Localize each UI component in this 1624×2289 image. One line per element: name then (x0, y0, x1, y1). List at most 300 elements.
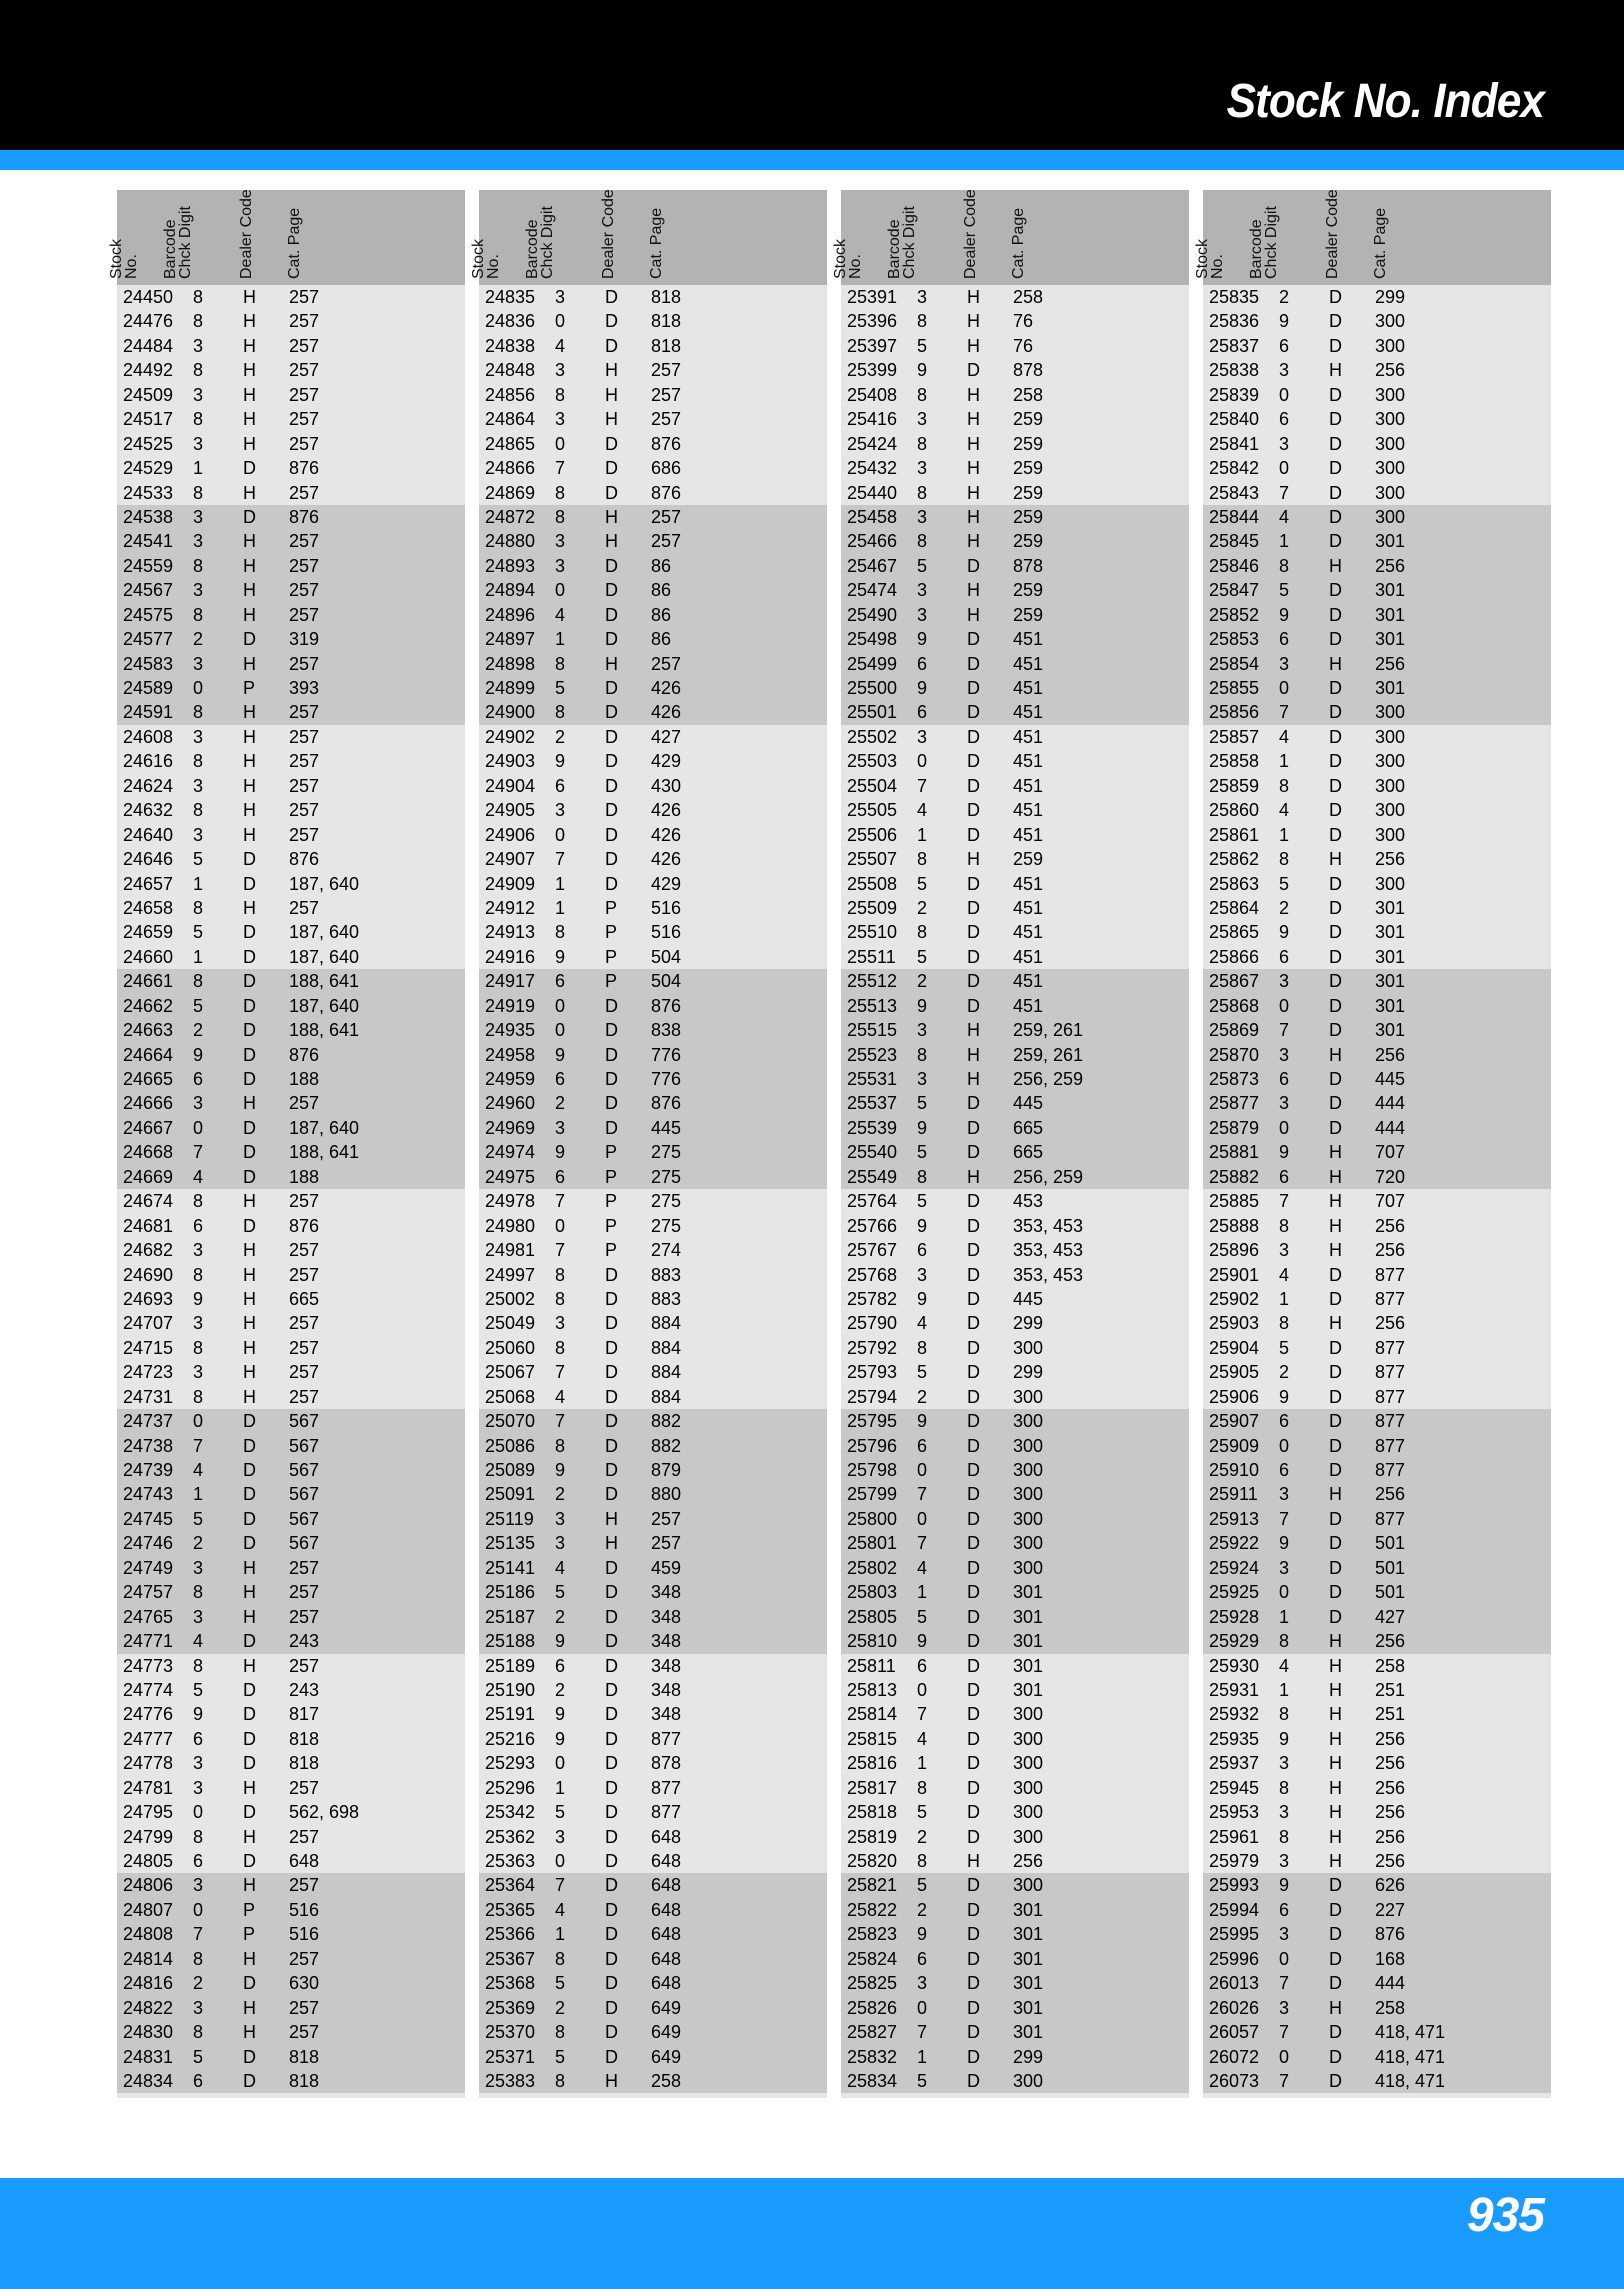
table-row (117, 1385, 465, 1409)
stock-no: 25396 (847, 311, 898, 332)
cat-page: 817 (289, 1704, 320, 1725)
dealer-code: D (1329, 922, 1342, 943)
cat-page: 567 (289, 1508, 320, 1529)
dealer-code: D (1329, 384, 1342, 405)
barcode-check-digit: 3 (555, 555, 566, 576)
dealer-code: D (605, 1337, 618, 1358)
cat-page: 348 (651, 1606, 682, 1627)
cat-page: 648 (289, 1851, 320, 1871)
barcode-check-digit: 1 (555, 897, 566, 918)
table-row (117, 1238, 465, 1262)
table-row (841, 285, 1189, 309)
stock-no: 25905 (1209, 1362, 1260, 1383)
dealer-code: D (243, 922, 256, 943)
dealer-code: D (967, 2070, 980, 2091)
table-row (117, 1605, 465, 1629)
table-row (1203, 1507, 1551, 1531)
barcode-check-digit: 9 (555, 1728, 566, 1749)
table-row (1203, 529, 1551, 553)
barcode-check-digit: 9 (193, 1704, 204, 1725)
table-row (479, 872, 827, 896)
stock-no: 25416 (847, 409, 898, 430)
stock-no: 25188 (485, 1631, 536, 1652)
header-dealer-code: Dealer Code (962, 189, 979, 279)
cat-page: 258 (651, 2070, 682, 2091)
table-row (841, 1360, 1189, 1384)
dealer-code: H (967, 1166, 980, 1187)
row-group (841, 285, 1189, 505)
barcode-check-digit: 6 (555, 775, 566, 796)
row-group (479, 505, 827, 725)
cat-page: 878 (1013, 555, 1044, 576)
dealer-code: D (1329, 1435, 1342, 1456)
barcode-check-digit: 3 (1279, 1044, 1290, 1065)
stock-no: 24869 (485, 482, 536, 503)
dealer-code: H (243, 335, 256, 356)
dealer-code: H (967, 287, 980, 307)
barcode-check-digit: 3 (193, 653, 204, 674)
table-row (1203, 627, 1551, 651)
stock-no: 25819 (847, 1826, 898, 1847)
table-row (479, 725, 827, 749)
stock-no: 24935 (485, 1020, 536, 1041)
cat-page: 275 (651, 1142, 682, 1163)
barcode-check-digit: 6 (193, 1728, 204, 1749)
barcode-check-digit: 0 (555, 580, 566, 601)
dealer-code: H (243, 653, 256, 674)
table-row (841, 1263, 1189, 1287)
cat-page: 426 (651, 824, 682, 845)
dealer-code: H (243, 287, 256, 307)
cat-page: 168 (1375, 1948, 1406, 1969)
table-row (841, 1018, 1189, 1042)
dealer-code: H (967, 311, 980, 332)
dealer-code: D (605, 1704, 618, 1725)
cat-page: 445 (1013, 1288, 1044, 1309)
table-row (1203, 1702, 1551, 1726)
table-row (841, 1727, 1189, 1751)
barcode-check-digit: 1 (917, 1582, 928, 1603)
stock-no: 24807 (123, 1899, 174, 1920)
dealer-code: D (605, 458, 618, 479)
stock-no: 24693 (123, 1288, 174, 1309)
table-row (841, 1482, 1189, 1506)
table-row (1203, 1018, 1551, 1042)
stock-no: 25815 (847, 1728, 898, 1749)
stock-no: 25994 (1209, 1899, 1260, 1920)
dealer-code: P (605, 1166, 618, 1187)
dealer-code: H (243, 604, 256, 625)
stock-no: 25932 (1209, 1704, 1260, 1725)
stock-no: 24538 (123, 506, 174, 527)
table-row (479, 652, 827, 676)
barcode-check-digit: 5 (917, 1875, 928, 1896)
stock-no: 24665 (123, 1069, 174, 1089)
table-row (841, 603, 1189, 627)
barcode-check-digit: 0 (1279, 1948, 1290, 1969)
stock-no: 26013 (1209, 1973, 1260, 1994)
dealer-code: D (967, 1802, 980, 1823)
header-barcode-check-digit: Barcode Chck Digit (524, 206, 556, 279)
stock-no: 25296 (485, 1777, 536, 1798)
header-barcode-check-digit: Barcode Chck Digit (162, 206, 194, 279)
dealer-code: D (967, 1826, 980, 1847)
cat-page: 259 (1013, 409, 1044, 430)
barcode-check-digit: 2 (917, 971, 928, 992)
dealer-code: D (1329, 409, 1342, 430)
barcode-check-digit: 0 (555, 433, 566, 454)
table-row (841, 481, 1189, 505)
stock-no: 24835 (485, 287, 536, 307)
cat-page: 567 (289, 1484, 320, 1505)
stock-no: 25513 (847, 995, 898, 1016)
dealer-code: D (605, 287, 618, 307)
dealer-code: D (967, 1215, 980, 1236)
dealer-code: D (243, 971, 256, 992)
table-row (1203, 920, 1551, 944)
stock-no: 24575 (123, 604, 174, 625)
stock-no: 25913 (1209, 1508, 1260, 1529)
table-row (479, 578, 827, 602)
dealer-code: H (967, 335, 980, 356)
table-row (479, 1458, 827, 1482)
stock-no: 25855 (1209, 678, 1260, 698)
barcode-check-digit: 3 (193, 506, 204, 527)
barcode-check-digit: 2 (917, 1386, 928, 1407)
stock-no: 24707 (123, 1313, 174, 1334)
cat-page: 451 (1013, 995, 1044, 1016)
table-row (479, 627, 827, 651)
dealer-code: H (967, 409, 980, 430)
cat-page: 418, 471 (1375, 2046, 1446, 2067)
cat-page: 353, 453 (1013, 1215, 1084, 1236)
cat-page: 257 (289, 1313, 320, 1334)
dealer-code: D (967, 1753, 980, 1774)
cat-page: 257 (289, 1826, 320, 1847)
dealer-code: D (967, 971, 980, 992)
barcode-check-digit: 5 (917, 335, 928, 356)
header-cat-page: Cat. Page (648, 207, 665, 279)
stock-no: 25901 (1209, 1264, 1260, 1285)
table-row (1203, 334, 1551, 358)
table-row (1203, 872, 1551, 896)
barcode-check-digit: 3 (555, 800, 566, 821)
table-row (479, 1556, 827, 1580)
barcode-check-digit: 5 (193, 1508, 204, 1529)
cat-page: 686 (651, 458, 682, 479)
table-row (1203, 1971, 1551, 1995)
dealer-code: D (243, 1973, 256, 1994)
barcode-check-digit: 2 (1279, 1362, 1290, 1383)
cat-page: 257 (289, 1655, 320, 1676)
row-group (117, 1654, 465, 1874)
stock-no: 25924 (1209, 1557, 1260, 1578)
dealer-code: D (967, 1240, 980, 1261)
table-row (479, 896, 827, 920)
table-row (117, 1678, 465, 1702)
barcode-check-digit: 3 (193, 775, 204, 796)
barcode-check-digit: 4 (555, 604, 566, 625)
barcode-check-digit: 3 (555, 287, 566, 307)
barcode-check-digit: 2 (193, 1020, 204, 1041)
cat-page: 562, 698 (289, 1802, 360, 1823)
cat-page: 257 (289, 800, 320, 821)
barcode-check-digit: 5 (193, 1679, 204, 1700)
table-row (117, 1214, 465, 1238)
dealer-code: H (1329, 1826, 1342, 1847)
cat-page: 257 (289, 287, 320, 307)
table-row (479, 554, 827, 578)
table-row (841, 945, 1189, 969)
page-title: Stock No. Index (1226, 75, 1544, 128)
table-row (479, 1922, 827, 1946)
cat-page: 188, 641 (289, 1142, 360, 1163)
barcode-check-digit: 9 (555, 1044, 566, 1065)
dealer-code: H (243, 1240, 256, 1261)
stock-no: 24980 (485, 1215, 536, 1236)
table-row (1203, 481, 1551, 505)
stock-no: 24509 (123, 384, 174, 405)
stock-no: 25399 (847, 360, 898, 381)
stock-no: 24905 (485, 800, 536, 821)
table-row (117, 1165, 465, 1189)
stock-no: 24912 (485, 897, 536, 918)
dealer-code: D (967, 1875, 980, 1896)
dealer-code: H (243, 824, 256, 845)
stock-no: 24974 (485, 1142, 536, 1163)
table-row (841, 2069, 1189, 2093)
barcode-check-digit: 9 (917, 1117, 928, 1138)
cat-page: 259 (1013, 604, 1044, 625)
cat-page: 300 (1013, 1386, 1044, 1407)
header-dealer-code: Dealer Code (238, 189, 255, 279)
row-group (479, 725, 827, 969)
table-row (841, 1922, 1189, 1946)
barcode-check-digit: 6 (917, 702, 928, 723)
header-cat-page: Cat. Page (286, 207, 303, 279)
table-row (841, 994, 1189, 1018)
dealer-code: D (1329, 1264, 1342, 1285)
barcode-check-digit: 4 (193, 1166, 204, 1187)
barcode-check-digit: 7 (1279, 702, 1290, 723)
stock-no: 25877 (1209, 1093, 1260, 1114)
stock-no: 24591 (123, 702, 174, 723)
cat-page: 259 (1013, 506, 1044, 527)
table-row (117, 1140, 465, 1164)
table-row (117, 309, 465, 333)
barcode-check-digit: 8 (555, 922, 566, 943)
table-row (117, 481, 465, 505)
dealer-code: D (1329, 458, 1342, 479)
table-row (117, 847, 465, 871)
table-row (479, 1605, 827, 1629)
table-row (479, 994, 827, 1018)
stock-no: 24959 (485, 1069, 536, 1089)
barcode-check-digit: 9 (1279, 1533, 1290, 1554)
cat-page: 301 (1375, 995, 1406, 1016)
header-stripe (0, 150, 1624, 170)
barcode-check-digit: 3 (1279, 1851, 1290, 1871)
barcode-check-digit: 8 (555, 653, 566, 674)
barcode-check-digit: 6 (555, 971, 566, 992)
dealer-code: P (243, 1899, 256, 1920)
dealer-code: H (1329, 1484, 1342, 1505)
dealer-code: D (1329, 1557, 1342, 1578)
dealer-code: H (1329, 1313, 1342, 1334)
cat-page: 227 (1375, 1899, 1406, 1920)
barcode-check-digit: 8 (1279, 1631, 1290, 1652)
barcode-check-digit: 9 (555, 1142, 566, 1163)
stock-no: 25852 (1209, 604, 1260, 625)
dealer-code: D (605, 433, 618, 454)
table-row (1203, 1482, 1551, 1506)
cat-page: 426 (651, 702, 682, 723)
table-row (841, 1776, 1189, 1800)
stock-no: 25859 (1209, 775, 1260, 796)
stock-no: 25844 (1209, 506, 1260, 527)
dealer-code: D (967, 1337, 980, 1358)
index-column (108, 189, 465, 2098)
stock-no: 25931 (1209, 1679, 1260, 1700)
table-row (117, 1556, 465, 1580)
stock-no: 25896 (1209, 1240, 1260, 1261)
table-row (117, 2020, 465, 2044)
cat-page: 451 (1013, 824, 1044, 845)
dealer-code: D (243, 1753, 256, 1774)
dealer-code: D (1329, 1924, 1342, 1945)
stock-no: 25506 (847, 824, 898, 845)
table-row (117, 994, 465, 1018)
stock-no: 24838 (485, 335, 536, 356)
stock-no: 25799 (847, 1484, 898, 1505)
stock-no: 24657 (123, 873, 174, 894)
row-group (117, 285, 465, 505)
dealer-code: H (243, 1557, 256, 1578)
stock-no: 24608 (123, 726, 174, 747)
stock-no: 25500 (847, 678, 898, 698)
column-header (1194, 189, 1551, 285)
dealer-code: D (967, 555, 980, 576)
dealer-code: D (605, 1069, 618, 1089)
table-row (1203, 358, 1551, 382)
column-header (832, 189, 1189, 285)
barcode-check-digit: 3 (917, 458, 928, 479)
table-row (479, 1800, 827, 1824)
table-row (841, 432, 1189, 456)
stock-no: 26072 (1209, 2046, 1260, 2067)
dealer-code: D (967, 1411, 980, 1432)
cat-page: 257 (289, 897, 320, 918)
barcode-check-digit: 5 (917, 946, 928, 967)
barcode-check-digit: 7 (555, 1362, 566, 1383)
barcode-check-digit: 6 (1279, 335, 1290, 356)
stock-no: 25843 (1209, 482, 1260, 503)
row-group (841, 1873, 1189, 2093)
barcode-check-digit: 3 (193, 1240, 204, 1261)
barcode-check-digit: 6 (1279, 1899, 1290, 1920)
cat-page: 259 (1013, 458, 1044, 479)
dealer-code: D (605, 1386, 618, 1407)
row-group (1203, 725, 1551, 969)
cat-page: 256 (1375, 849, 1406, 870)
stock-no: 24836 (485, 311, 536, 332)
table-row (479, 1311, 827, 1335)
barcode-check-digit: 3 (1279, 1753, 1290, 1774)
cat-page: 256 (1375, 1851, 1406, 1871)
dealer-code: D (605, 678, 618, 698)
stock-no: 25141 (485, 1557, 536, 1578)
stock-no: 24822 (123, 1997, 174, 2018)
stock-no: 25060 (485, 1337, 536, 1358)
stock-no: 24893 (485, 555, 536, 576)
cat-page: 567 (289, 1435, 320, 1456)
stock-no: 25805 (847, 1606, 898, 1627)
stock-no: 24450 (123, 287, 174, 307)
dealer-code: D (1329, 531, 1342, 552)
dealer-code: D (967, 946, 980, 967)
stock-no: 25817 (847, 1777, 898, 1798)
cat-page: 257 (289, 360, 320, 381)
stock-no: 25864 (1209, 897, 1260, 918)
barcode-check-digit: 3 (193, 384, 204, 405)
cat-page: 451 (1013, 653, 1044, 674)
row-group (841, 1409, 1189, 1653)
barcode-check-digit: 8 (193, 1582, 204, 1603)
dealer-code: D (967, 1191, 980, 1212)
stock-no: 24640 (123, 824, 174, 845)
dealer-code: D (967, 1557, 980, 1578)
cat-page: 818 (289, 2046, 320, 2067)
cat-page: 256 (1375, 1777, 1406, 1798)
stock-no: 25792 (847, 1337, 898, 1358)
dealer-code: D (605, 1728, 618, 1749)
dealer-code: H (605, 409, 618, 430)
table-row (841, 896, 1189, 920)
dealer-code: H (243, 311, 256, 332)
dealer-code: D (1329, 1069, 1342, 1089)
dealer-code: H (243, 433, 256, 454)
table-row (841, 798, 1189, 822)
index-column (1194, 189, 1551, 2098)
cat-page: 451 (1013, 800, 1044, 821)
cat-page: 188 (289, 1069, 320, 1089)
dealer-code: D (243, 1704, 256, 1725)
cat-page: 348 (651, 1631, 682, 1652)
barcode-check-digit: 4 (555, 1557, 566, 1578)
stock-no: 25810 (847, 1631, 898, 1652)
cat-page: 301 (1013, 1606, 1044, 1627)
dealer-code: H (243, 1777, 256, 1798)
barcode-check-digit: 1 (1279, 824, 1290, 845)
dealer-code: D (605, 995, 618, 1016)
barcode-check-digit: 2 (555, 1606, 566, 1627)
barcode-check-digit: 1 (1279, 1679, 1290, 1700)
cat-page: 300 (1013, 1484, 1044, 1505)
cat-page: 300 (1013, 1557, 1044, 1578)
cat-page: 300 (1375, 311, 1406, 332)
dealer-code: H (1329, 1802, 1342, 1823)
cat-page: 257 (289, 1948, 320, 1969)
stock-no: 25440 (847, 482, 898, 503)
cat-page: 567 (289, 1411, 320, 1432)
barcode-check-digit: 1 (555, 873, 566, 894)
cat-page: 444 (1375, 1117, 1406, 1138)
table-row (841, 823, 1189, 847)
barcode-check-digit: 3 (917, 506, 928, 527)
stock-no: 25853 (1209, 629, 1260, 650)
table-row (841, 1678, 1189, 1702)
stock-no: 24808 (123, 1924, 174, 1945)
